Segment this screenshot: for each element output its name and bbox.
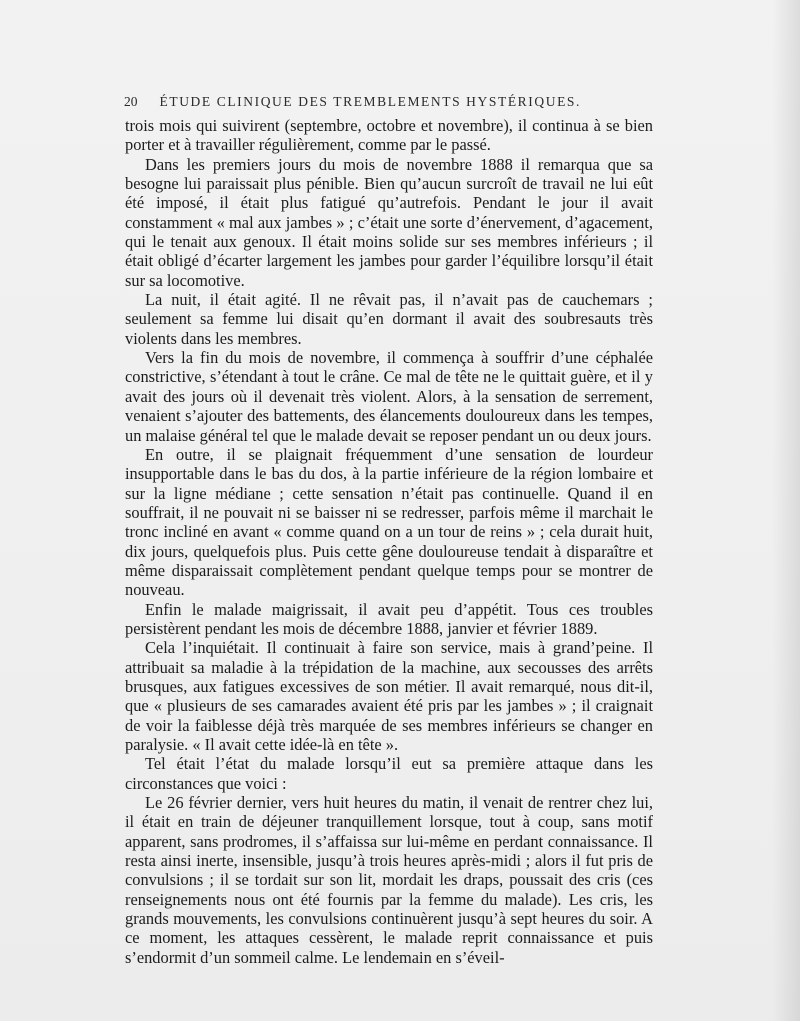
paragraph: Dans les premiers jours du mois de novembre 1888 il remarqua que sa besogne lui paraissait plus pénible. Bien qu’aucun surcroît de travail ne lui eût été imposé, il était plus fatigué qu’autrefois. Pendant le jour il avait constamment « mal aux jambes » ; c’était une sorte d’énervement, d’agacement, qui le tenait aux genoux. Il était moins solide sur ses membres inférieurs ; il était obligé d’écarter largement les jambes pour garder l’équilibre lorsqu’il était sur sa locomotive. xyxy=(125,154,653,290)
paragraph: trois mois qui suivirent (septembre, octobre et novembre), il continua à se bien porter et à travailler régulièrement, comme par le passé. xyxy=(125,116,653,155)
paragraph: Vers la fin du mois de novembre, il commença à souffrir d’une céphalée constrictive, s’étendant à tout le crâne. Ce mal de tête ne le quittait guère, et il y avait des jours où il devenait très violent. Alors, à la sensation de serrement, venaient s’ajouter des battements, des élancements douloureux dans les tempes, un malaise général tel que le malade devait se reposer pendant un ou deux jours. xyxy=(125,348,653,445)
paragraph: Le 26 février dernier, vers huit heures du matin, il venait de rentrer chez lui, il était en train de déjeuner tranquillement lorsque, tout à coup, sans motif apparent, sans prodromes, il s’affaissa sur lui-même en perdant connaissance. Il resta ainsi inerte, insensible, jusqu’à trois heures après-midi ; alors il fut pris de convulsions ; il se tordait sur son lit, mordait les draps, poussait des cris (ces renseignements nous ont été fournis par la femme du malade). Les cris, les grands mouvements, les convulsions continuèrent jusqu’à sept heures du soir. A ce moment, les attaques cessèrent, le malade reprit connaissance et puis s’endormit d’un sommeil calme. Le lendemain en s’éveil- xyxy=(125,793,653,967)
page-number: 20 xyxy=(124,94,138,109)
paragraph: En outre, il se plaignait fréquemment d’une sensation de lourdeur insupportable dans le bas du dos, à la partie inférieure de la région lombaire et sur la ligne médiane ; cette sensation n’était pas continuelle. Quand il en souffrait, il ne pouvait ni se baisser ni se redresser, parfois même il marchait le tronc incliné en avant « comme quand on a un tour de reins » ; cela durait huit, dix jours, quelquefois plus. Puis cette gêne douloureuse tendait à disparaître et même disparaissait complètement pendant quelque temps pour se montrer de nouveau. xyxy=(125,444,653,600)
paragraph: Tel était l’état du malade lorsqu’il eut sa première attaque dans les circonstances que voici : xyxy=(125,754,653,793)
running-header xyxy=(124,94,654,110)
running-title: ÉTUDE CLINIQUE DES TREMBLEMENTS HYSTÉRIQUES. xyxy=(159,94,582,109)
paragraph: Cela l’inquiétait. Il continuait à faire son service, mais à grand’peine. Il attribuait sa maladie à la trépidation de la machine, aux secousses des arrêts brusques, aux fatigues excessives de son métier. Il avait remarqué, nous dit-il, que « plusieurs de ses camarades avaient été pris par les jambes » ; il craignait de voir la faiblesse déjà très marquée de ses membres inférieurs se changer en paralysie. « Il avait cette idée-là en tête ». xyxy=(125,638,653,754)
paragraph: La nuit, il était agité. Il ne rêvait pas, il n’avait pas de cauchemars ; seulement sa femme lui disait qu’en dormant il avait des soubresauts très violents dans les membres. xyxy=(125,290,653,348)
paragraph: Enfin le malade maigrissait, il avait peu d’appétit. Tous ces troubles persistèrent pendant les mois de décembre 1888, janvier et février 1889. xyxy=(125,599,653,638)
page-edge-shadow xyxy=(772,0,800,1021)
body-text xyxy=(125,116,653,967)
